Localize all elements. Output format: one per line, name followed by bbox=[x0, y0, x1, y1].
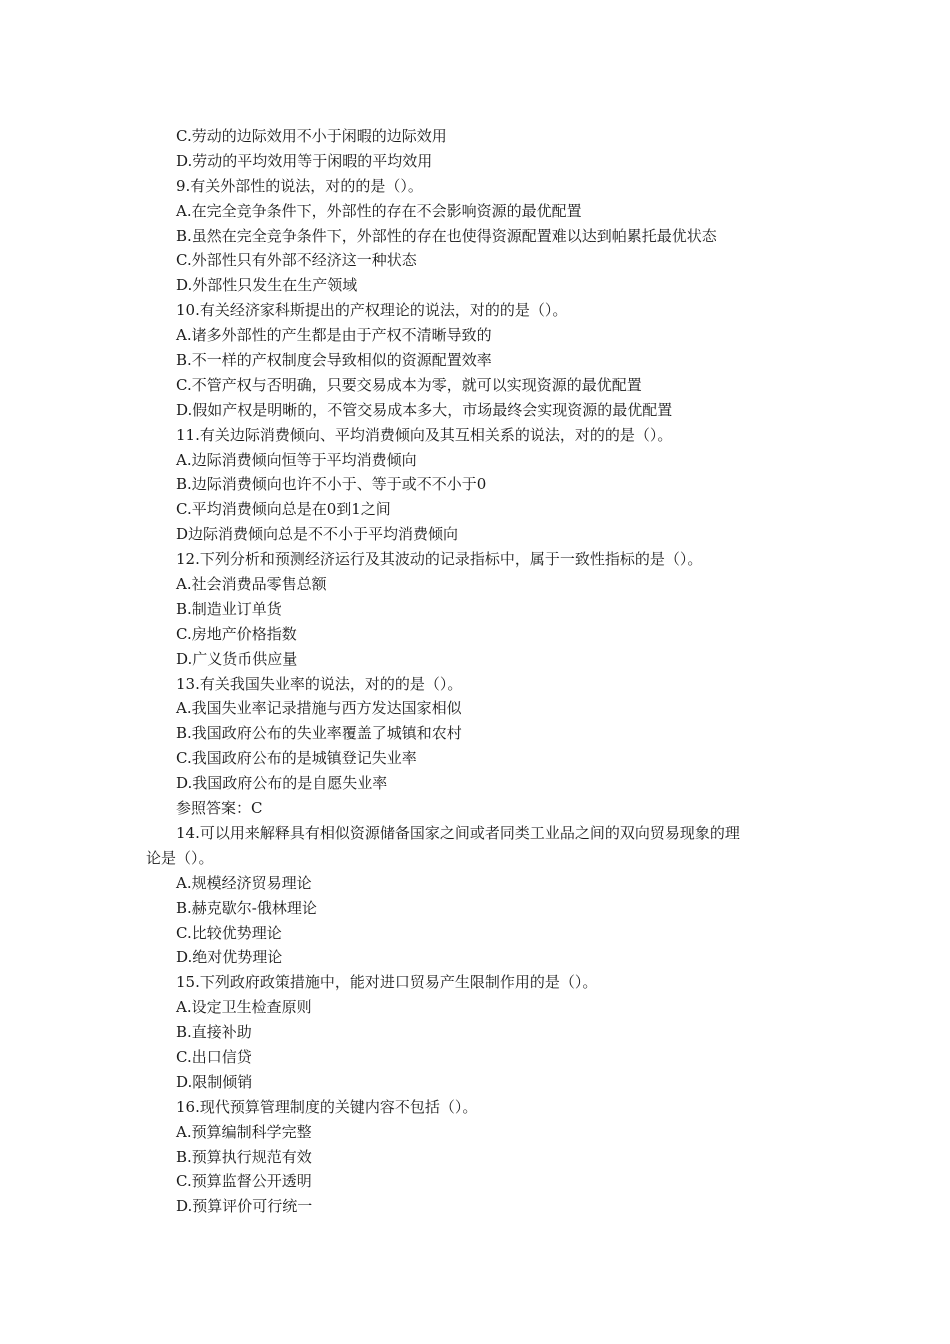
text-line: D.广义货币供应量 bbox=[176, 649, 298, 668]
text-line: 13.有关我国失业率的说法，对的的是（）。 bbox=[176, 674, 463, 693]
text-line: B.直接补助 bbox=[176, 1023, 252, 1042]
text-line: C.预算监督公开透明 bbox=[176, 1172, 312, 1191]
text-line: C.比较优势理论 bbox=[176, 923, 282, 942]
text-line: 参照答案：C bbox=[176, 799, 263, 818]
text-line: C.不管产权与否明确，只要交易成本为零，就可以实现资源的最优配置 bbox=[176, 375, 642, 394]
text-line: B.不一样的产权制度会导致相似的资源配置效率 bbox=[176, 351, 492, 370]
text-line: 11.有关边际消费倾向、平均消费倾向及其互相关系的说法，对的的是（）。 bbox=[176, 425, 673, 444]
text-line: B.制造业订单货 bbox=[176, 599, 282, 618]
text-line: C.劳动的边际效用不小于闲暇的边际效用 bbox=[176, 127, 447, 145]
text-line: A.社会消费品零售总额 bbox=[176, 575, 327, 594]
text-line: C.平均消费倾向总是在0到1之间 bbox=[176, 500, 391, 519]
text-line: 论是（）。 bbox=[146, 848, 214, 867]
text-line: B.边际消费倾向也许不小于、等于或不不小于0 bbox=[176, 475, 487, 494]
text-line: A.规模经济贸易理论 bbox=[176, 873, 312, 892]
text-line: C.我国政府公布的是城镇登记失业率 bbox=[176, 749, 417, 768]
text-line: D.外部性只发生在生产领域 bbox=[176, 276, 358, 295]
text-line: C.房地产价格指数 bbox=[176, 624, 297, 643]
text-line: 9.有关外部性的说法，对的的是（）。 bbox=[176, 176, 423, 195]
text-line: D.假如产权是明晰的，不管交易成本多大，市场最终会实现资源的最优配置 bbox=[176, 400, 673, 419]
text-line: B.预算执行规范有效 bbox=[176, 1147, 312, 1166]
text-line: B.虽然在完全竞争条件下，外部性的存在也使得资源配置难以达到帕累托最优状态 bbox=[176, 226, 717, 245]
text-line: A.在完全竞争条件下，外部性的存在不会影响资源的最优配置 bbox=[176, 201, 582, 220]
text-line: 15.下列政府政策措施中，能对进口贸易产生限制作用的是（）。 bbox=[176, 973, 598, 992]
text-line: A.设定卫生检查原则 bbox=[176, 998, 312, 1017]
text-line: A.预算编制科学完整 bbox=[176, 1122, 312, 1141]
text-line: B.我国政府公布的失业率覆盖了城镇和农村 bbox=[176, 724, 462, 743]
text-line: C.外部性只有外部不经济这一种状态 bbox=[176, 251, 417, 270]
text-line: D.劳动的平均效用等于闲暇的平均效用 bbox=[176, 151, 433, 170]
document-page bbox=[0, 124, 950, 1219]
text-line: 10.有关经济家科斯提出的产权理论的说法，对的的是（）。 bbox=[176, 301, 568, 320]
text-line: B.赫克歇尔-俄林理论 bbox=[176, 898, 317, 917]
text-line: D.预算评价可行统一 bbox=[176, 1197, 313, 1216]
text-line: A.诸多外部性的产生都是由于产权不清晰导致的 bbox=[176, 326, 492, 345]
text-line: D.我国政府公布的是自愿失业率 bbox=[176, 774, 388, 793]
text-line: C.出口信贷 bbox=[176, 1047, 252, 1066]
text-line: A.边际消费倾向恒等于平均消费倾向 bbox=[176, 450, 417, 469]
text-line: D边际消费倾向总是不不小于平均消费倾向 bbox=[176, 525, 459, 544]
text-line: 12.下列分析和预测经济运行及其波动的记录指标中，属于一致性指标的是（）。 bbox=[176, 550, 703, 569]
text-line: 14.可以用来解释具有相似资源储备国家之间或者同类工业品之间的双向贸易现象的理 bbox=[176, 823, 740, 842]
text-line: 16.现代预算管理制度的关键内容不包括（）。 bbox=[176, 1097, 478, 1116]
text-line: A.我国失业率记录措施与西方发达国家相似 bbox=[176, 699, 462, 718]
text-line: D.绝对优势理论 bbox=[176, 948, 283, 967]
text-line: D.限制倾销 bbox=[176, 1072, 253, 1091]
